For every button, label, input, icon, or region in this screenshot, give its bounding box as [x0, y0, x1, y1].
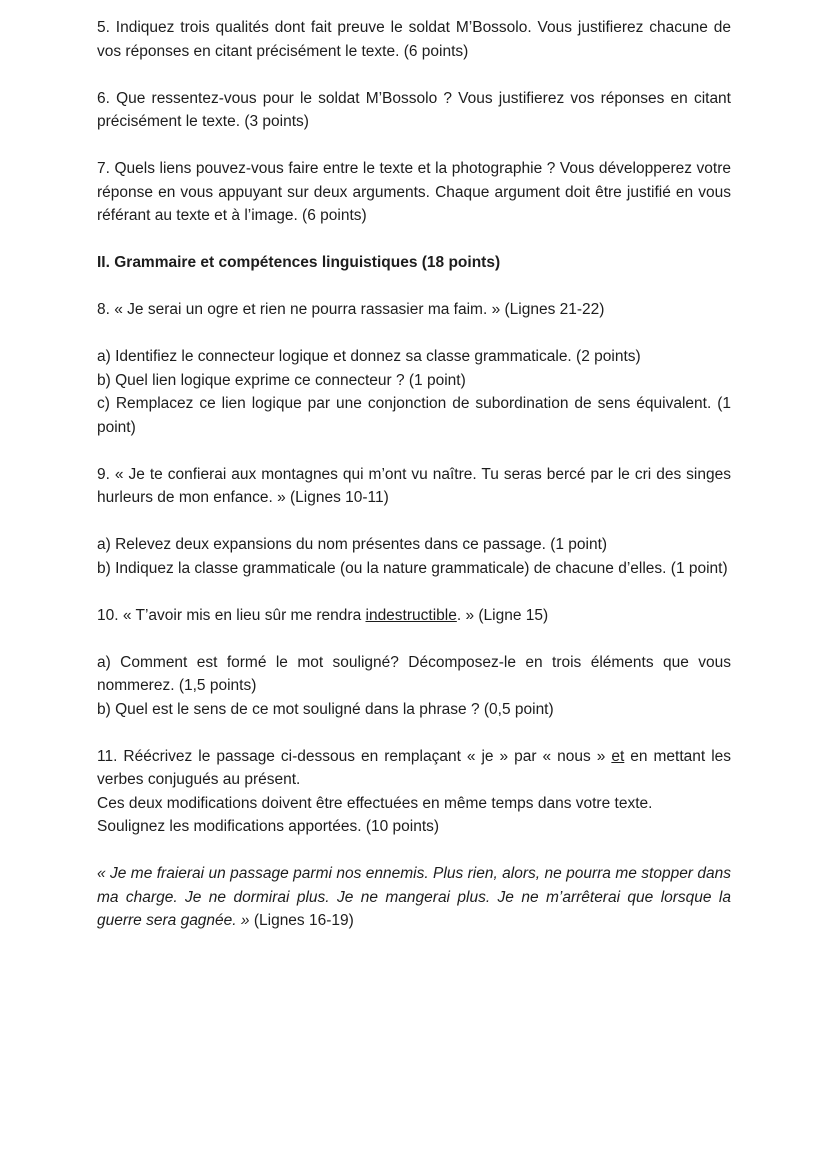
text-run: 7. Quels liens pouvez-vous faire entre le texte et la photographie ? Vous développerez votre réponse en vous appuyant sur deux arguments. Chaque argument doit être justifié en vous référant au texte et à l’image. (6 points)	[97, 160, 731, 224]
question-8-items	[97, 345, 731, 439]
text-run: 11. Réécrivez le passage ci-dessous en remplaçant « je » par « nous »	[97, 747, 612, 765]
text-run: a) Comment est formé le mot souligné? Décomposez-le en trois éléments que vous nommerez. (1,5 points)	[97, 653, 731, 694]
text-run: 10. « T’avoir mis en lieu sûr me rendra	[97, 606, 366, 624]
text-run: a) Relevez deux expansions du nom présentes dans ce passage. (1 point)	[97, 536, 608, 553]
text-run: « Je me fraierai un passage parmi nos ennemis. Plus rien, alors, ne pourra me stopper dans ma charge. Je ne dormirai plus. Je ne mangerai plus. Je ne m’arrêterai que lorsque la guerre sera gagnée. »	[97, 865, 731, 929]
text-run: c) Remplacez ce lien logique par une conjonction de subordination de sens équivalent. (1 point)	[97, 395, 731, 436]
question-11	[97, 745, 731, 839]
question-6	[97, 87, 731, 134]
text-run: indestructible	[365, 606, 457, 624]
question-10-citation	[97, 604, 731, 628]
question-9-citation	[97, 463, 731, 510]
text-run: et	[611, 747, 625, 765]
question-10-items	[97, 651, 731, 722]
text-run: en mettant les verbes conjugués au présent.	[97, 747, 732, 788]
question-7	[97, 157, 731, 228]
question-9-items	[97, 533, 731, 580]
text-run: II. Grammaire et compétences linguistiques (18 points)	[97, 254, 501, 271]
text-run: Soulignez les modifications apportées. (10 points)	[97, 818, 440, 835]
text-run: a) Identifiez le connecteur logique et donnez sa classe grammaticale. (2 points)	[97, 348, 641, 365]
text-run: (Lignes 16-19)	[253, 912, 354, 929]
text-run: b) Quel lien logique exprime ce connecteur ? (1 point)	[97, 371, 466, 389]
question-8-citation	[97, 298, 731, 322]
text-run: b) Indiquez la classe grammaticale (ou la nature grammaticale) de chacune d’elles. (1 point)	[97, 559, 728, 577]
text-run: . » (Ligne 15)	[456, 606, 549, 624]
text-run: b) Quel est le sens de ce mot souligné dans la phrase ? (0,5 point)	[97, 700, 554, 718]
text-run: Ces deux modifications doivent être effectuées en même temps dans votre texte.	[97, 794, 653, 812]
text-run: 5. Indiquez trois qualités dont fait preuve le soldat M’Bossolo. Vous justifierez chacune de vos réponses en citant précisément le texte. (6 points)	[97, 19, 731, 60]
quoted-passage	[97, 862, 731, 933]
text-run: 9. « Je te confierai aux montagnes qui m’ont vu naître. Tu seras bercé par le cri des singes hurleurs de mon enfance. » (Lignes 10-11)	[97, 465, 731, 506]
question-5	[97, 16, 731, 63]
text-run: 6. Que ressentez-vous pour le soldat M’Bossolo ? Vous justifierez vos réponses en citant précisément le texte. (3 points)	[97, 89, 731, 130]
section-heading-grammaire	[97, 251, 731, 275]
text-run: 8. « Je serai un ogre et rien ne pourra rassasier ma faim. » (Lignes 21-22)	[97, 301, 605, 318]
